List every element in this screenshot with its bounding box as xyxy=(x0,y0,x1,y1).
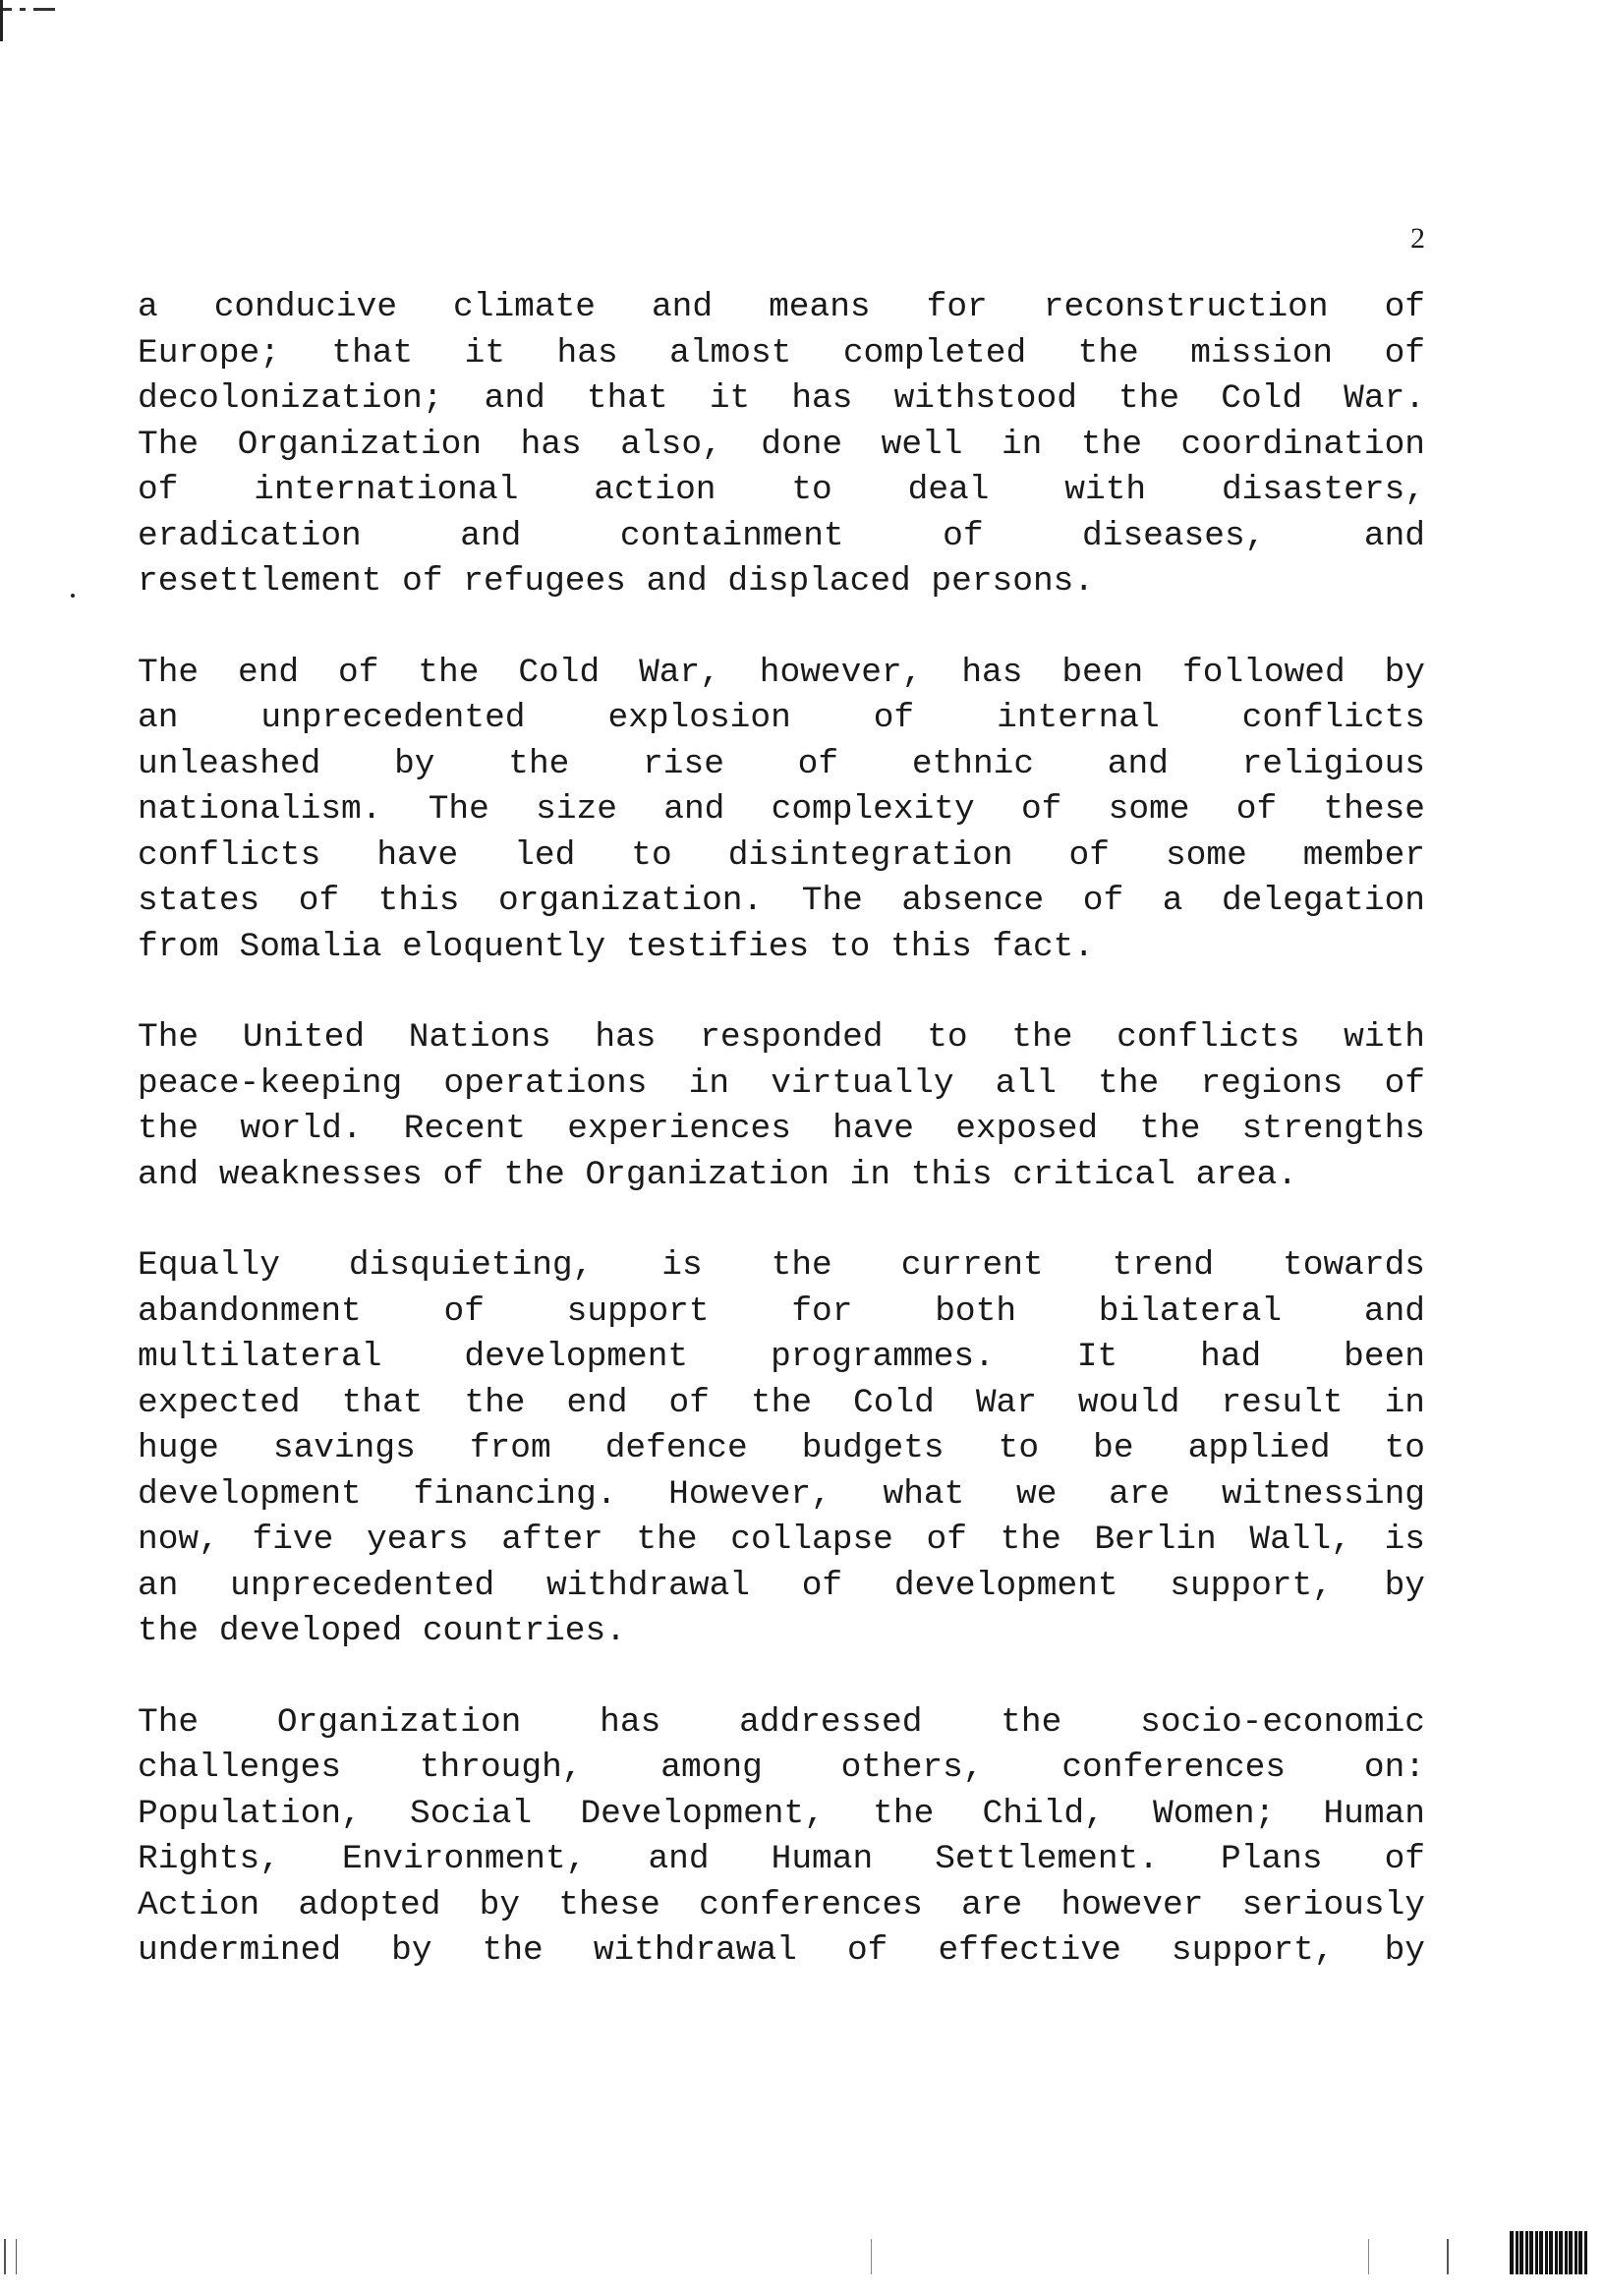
scan-corner-mark xyxy=(0,0,79,14)
text-line: expected that the end of the Cold War would result in xyxy=(138,1383,1425,1422)
text-line: of international action to deal with disasters, xyxy=(138,471,1425,509)
text-line: peace-keeping operations in virtually all the regions of xyxy=(138,1063,1425,1103)
text-line: from Somalia eloquently testifies to this fact. xyxy=(138,927,1095,966)
text-line: eradication and containment of diseases, and xyxy=(138,516,1425,555)
text-line: abandonment of support for both bilateral and xyxy=(138,1292,1425,1331)
scan-tick-mark xyxy=(16,2239,17,2274)
text-line: Action adopted by these conferences are however seriously xyxy=(138,1885,1425,1924)
text-line: undermined by the withdrawal of effective support, by xyxy=(138,1931,1425,1970)
paragraph xyxy=(138,1243,1425,1655)
text-line: an unprecedented explosion of internal conflicts xyxy=(138,699,1425,737)
text-line: Population, Social Development, the Child, Women; Human xyxy=(138,1794,1425,1833)
text-line: nationalism. The size and complexity of some of these xyxy=(138,790,1425,829)
scan-barcode-mark xyxy=(1510,2231,1588,2274)
text-line: The Organization has also, done well in the coordination xyxy=(138,425,1425,464)
scan-tick-mark xyxy=(871,2239,872,2274)
text-line: now, five years after the collapse of the Berlin Wall, is xyxy=(138,1521,1425,1559)
scan-tick-mark xyxy=(4,2239,6,2274)
text-line: challenges through, among others, conferences on: xyxy=(138,1749,1425,1787)
document-body xyxy=(138,285,1425,2020)
paragraph xyxy=(138,1015,1425,1198)
text-line: decolonization; and that it has withstood the Cold War. xyxy=(138,379,1425,418)
text-line: Rights, Environment, and Human Settlement. Plans of xyxy=(138,1840,1425,1878)
scan-dot-mark xyxy=(71,594,75,598)
scan-edge-mark xyxy=(0,0,3,41)
text-line: The Organization has addressed the socio-economic xyxy=(138,1702,1425,1742)
text-line: The end of the Cold War, however, has been followed by xyxy=(138,653,1425,692)
page-number: 2 xyxy=(1410,222,1425,255)
scan-bottom-artifacts xyxy=(0,2237,1604,2296)
text-line: the developed countries. xyxy=(138,1612,626,1650)
text-line: a conducive climate and means for reconstruction of xyxy=(138,288,1425,326)
text-line: resettlement of refugees and displaced persons. xyxy=(138,562,1095,601)
text-line: Europe; that it has almost completed the mission of xyxy=(138,333,1425,373)
paragraph xyxy=(138,651,1425,971)
text-line: conflicts have led to disintegration of some member xyxy=(138,835,1425,875)
text-line: states of this organization. The absence of a delegation xyxy=(138,882,1425,920)
paragraph xyxy=(138,285,1425,605)
text-line: huge savings from defence budgets to be applied to xyxy=(138,1429,1425,1467)
text-line: The United Nations has responded to the conflicts with xyxy=(138,1018,1425,1057)
scan-tick-mark xyxy=(1368,2239,1369,2274)
text-line: development financing. However, what we are witnessing xyxy=(138,1474,1425,1514)
text-line: an unprecedented withdrawal of development support, by xyxy=(138,1566,1425,1605)
text-line: the world. Recent experiences have exposed the strengths xyxy=(138,1110,1425,1148)
text-line: unleashed by the rise of ethnic and religious xyxy=(138,744,1425,783)
scan-tick-mark xyxy=(1447,2239,1449,2274)
text-line: multilateral development programmes. It had been xyxy=(138,1338,1425,1376)
paragraph xyxy=(138,1700,1425,1975)
text-line: and weaknesses of the Organization in this critical area. xyxy=(138,1155,1298,1194)
text-line: Equally disquieting, is the current trend towards xyxy=(138,1246,1425,1285)
